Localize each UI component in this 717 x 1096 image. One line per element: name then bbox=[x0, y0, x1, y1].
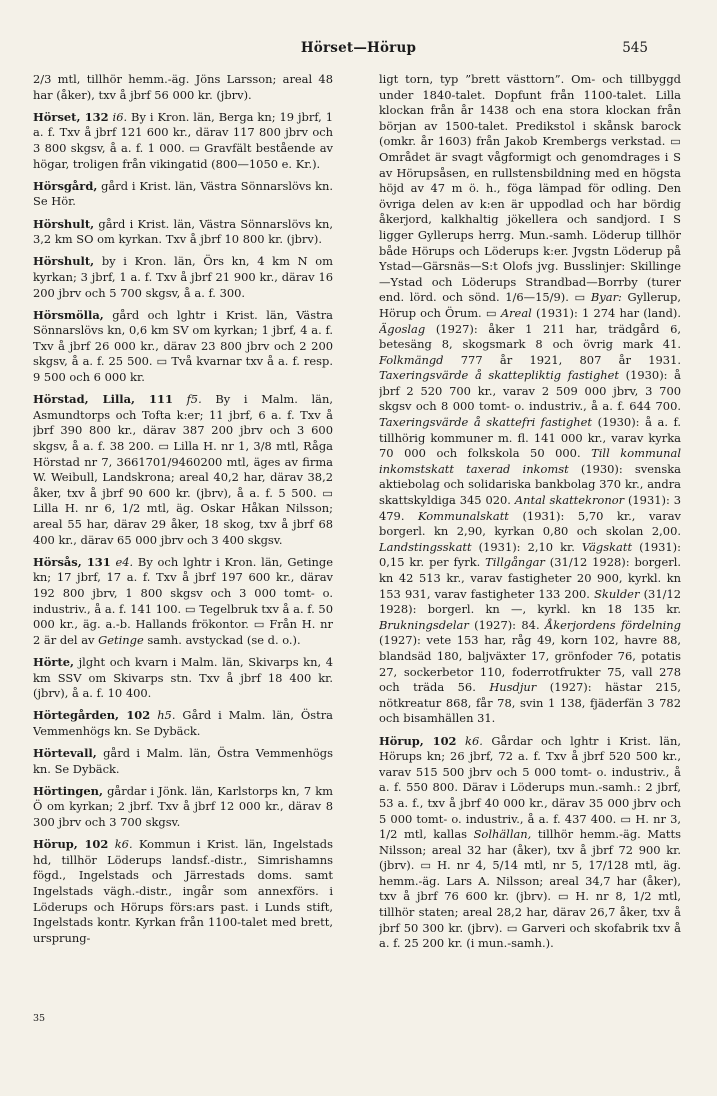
entry-text: gård och lghtr i Krist. län, Västra Sönnarslövs kn, 0,6 km SV om kyrkan; 1 jbrf, 4 a. f. Txv å jbrf 26 000 kr., därav 23 800 jbrv och 2 200 skgsv, å a. f. 25 500. ▭ Två kvarnar txv å a. f. resp. 9 500 och 6 000 kr. bbox=[33, 307, 333, 385]
italic-text: Byar: bbox=[590, 290, 622, 305]
entry-text: By och lghtr i Kron. län, Getinge kn; 17 jbrf, 17 a. f. Txv å jbrf 197 600 kr., därav 192 800 jbrv, 1 800 skgsv och 3 000 tomt- o. industriv., å a. f. 141 100. ▭ Tegelbruk txv å a. f. 50 000 kr., äg. a.-b. Hallands frökontor. ▭ Från H. nr 2 är del av bbox=[33, 554, 333, 647]
entry-paragraph bbox=[33, 555, 333, 649]
entry-text: 2/3 mtl, tillhör hemm.-äg. Jöns Larsson; areal 48 har (åker), txv å jbrf 56 000 kr. (jbrv). bbox=[33, 72, 333, 102]
entry-text: Gård i Malm. län, Östra Vemmenhögs kn. Se Dybäck. bbox=[33, 708, 333, 738]
entry-headword: Hörtegården, 102 bbox=[33, 708, 151, 723]
entry-paragraph bbox=[379, 72, 681, 727]
entry-paragraph bbox=[33, 110, 333, 172]
italic-text: Husdjur bbox=[489, 680, 537, 695]
italic-text: k6. bbox=[465, 733, 483, 748]
entry-headword: Hörtingen, bbox=[33, 783, 103, 798]
entry-headword: Hörsås, 131 bbox=[33, 554, 111, 569]
italic-text: e4. bbox=[115, 554, 134, 569]
entry-text: gård i Malm. län, Östra Vemmenhögs kn. Se Dybäck. bbox=[33, 746, 333, 776]
italic-text: Taxeringsvärde å skattefri fastighet bbox=[379, 415, 593, 430]
entry-text: Gårdar och lghtr i Krist. län, Hörups kn; 26 jbrf, 72 a. f. Txv å jbrf 520 500 kr., varav 515 500 jbrv och 5 000 tomt- o. industriv., å a. f. 550 800. Därav i Löderups mun.-samh.: 2 jbrf, 53 a. f., txv å jbrf 40 000 kr., därav 35 000 jbrv och 5 000 tomt- o. industriv., å a. f. 437 400. ▭ H. nr 3, 1/2 mtl, kallas bbox=[379, 733, 681, 842]
italic-text: Antal skattekronor bbox=[514, 493, 625, 508]
entry-text: Kommun i Krist. län, Ingelstads hd, tillhör Löderups landsf.-distr., Simrishamns fögd., Ingelstads och Järrestads doms. samt Ingelstads vägh.-distr., ingår som annexförs. i Löderups och Hörups förs:ars past. i Lunds stift, Ingelstads kontr. Kyrkan från 1100-talet med brett, ursprung- bbox=[33, 837, 333, 945]
entry-text: (1931): 3 479. bbox=[379, 493, 681, 523]
italic-text: Areal bbox=[500, 305, 532, 320]
italic-text: Till kommunal inkomstskatt taxerad inkomst bbox=[379, 446, 681, 476]
entry-text: Gyllerup, Hörup och Örum. ▭ bbox=[379, 290, 681, 320]
italic-text: Kommunalskatt bbox=[418, 508, 509, 523]
italic-text: Getinge bbox=[98, 632, 144, 647]
entry-text: (1930): å jbrf 2 520 700 kr., varav 2 509 000 jbrv, 3 700 skgsv och 8 000 tomt- o. industriv., å a. f. 644 700. bbox=[379, 368, 681, 414]
italic-text: Tillgångar bbox=[485, 555, 545, 570]
entry-text: By i Malm. län, Asmundtorps och Tofta k:er; 11 jbrf, 6 a. f. Txv å jbrf 390 800 kr., därav 387 200 jbrv och 3 600 skgsv, å a. f. 38 200. ▭ Lilla H. nr 1, 3/8 mtl, Råga Hörstad nr 7, 3661701/9460200 mtl, äges av firma W. Weibull, Landskrona; areal 40,2 har, därav 38,2 åker, txv å jbrf 90 600 kr. (jbrv), å a. f. 5 500. ▭ Lilla H. nr 6, 1/2 mtl, äg. Oskar Håkan Nilsson; areal 55 har, därav 29 åker, 18 skog, txv å jbrf 68 400 kr., därav 65 000 jbrv och 3 400 skgsv. bbox=[33, 392, 333, 547]
running-header bbox=[0, 38, 717, 60]
entry-text: (1930): å a. f. tillhörig kommuner m. fl. 141 000 kr., varav kyrka 70 000 och folkskola 50 000. bbox=[379, 415, 681, 461]
entry-headword: Hörup, 102 bbox=[379, 733, 457, 748]
italic-text: Solhällan, bbox=[473, 827, 532, 842]
right-column bbox=[379, 72, 681, 1018]
entry-headword: Hörtevall, bbox=[33, 746, 97, 761]
entry-text: samh. avstyckad (se d. o.). bbox=[143, 632, 301, 647]
entry-text: 777 år 1921, 807 år 1931. bbox=[443, 352, 681, 367]
italic-text: i6. bbox=[112, 109, 128, 124]
italic-text: Landstingsskatt bbox=[379, 539, 472, 554]
entry-text: ligt torn, typ ”brett västtorn”. Om- och tillbyggd under 1840-talet. Dopfunt från 1100-talet. Lilla klockan från år 1438 och ena stora klockan från början av 1500-talet. Predikstol i skånsk barock (omkr. år 1603) från Jakob Krembergs verkstad. ▭ Området är svagt vågformigt och genomdrages i S av Hörupsåsen, en rullstensbildning med en högsta höjd av 47 m ö. h., föga lämpad för odling. Den övriga delen av k:en är uppodlad och har bördig åkerjord, kalkhaltig jökellera och sandjord. I S ligger Gyllerups herrg. Mun.-samh. Löderup tillhör både Hörups och Löderups k:er. Jvgstn Löderup på Ystad—Gärsnäs—S:t Olofs jvg. Busslinjer: Skillinge—Ystad och Löderups Strandbad—Borrby (turer end. lörd. och sönd. 1/6—15/9). ▭ bbox=[379, 72, 681, 305]
entry-paragraph bbox=[33, 837, 333, 946]
italic-text: Ägoslag bbox=[379, 321, 426, 336]
entry-headword: Hörsmölla, bbox=[33, 307, 104, 322]
entry-text bbox=[173, 392, 187, 406]
italic-text: Folkmängd bbox=[379, 352, 444, 367]
entry-paragraph bbox=[33, 784, 333, 831]
entry-text: (1927): hästar 215, nötkreatur 868, får 78, svin 1 138, fjäderfän 3 782 och bisamhällen 31. bbox=[379, 680, 681, 726]
italic-text: f5. bbox=[186, 392, 202, 407]
entry-text: tillhör hemm.-äg. Matts Nilsson; areal 32 har (åker), txv å jbrf 72 900 kr. (jbrv). ▭ H. nr 4, 5/14 mtl, nr 5, 17/128 mtl, äg. hemm.-äg. Lars A. Nilsson; areal 34,7 har (åker), txv å jbrf 76 600 kr. (jbrv). ▭ H. nr 8, 1/2 mtl, tillhör staten; areal 28,2 har, därav 26,7 åker, txv å jbrf 50 300 kr. (jbrv). ▭ Garveri och skofabrik txv å a. f. 25 200 kr. (i mun.-samh.). bbox=[379, 827, 681, 951]
entry-text: By i Kron. län, Berga kn; 19 jbrf, 1 a. f. Txv å jbrf 121 600 kr., därav 117 800 jbrv och 3 800 skgsv, å a. f. 1 000. ▭ Gravfält bestående av högar, troligen från vikingatid (800—1050 e. Kr.). bbox=[33, 109, 333, 171]
entry-text: gård i Krist. län, Västra Sönnarslövs kn, 3,2 km SO om kyrkan. Txv å jbrf 10 800 kr. (jbrv). bbox=[33, 216, 333, 247]
italic-text: k6. bbox=[114, 837, 133, 852]
entry-headword: Hörsgård, bbox=[33, 178, 98, 193]
entry-text: by i Kron. län, Örs kn, 4 km N om kyrkan; 3 jbrf, 1 a. f. Txv å jbrf 21 900 kr., därav 16 200 jbrv och 5 700 skgsv, å a. f. 300. bbox=[33, 254, 333, 300]
entry-paragraph bbox=[379, 734, 681, 952]
entry-text: (31/12 1928): borgerl. kn 42 513 kr., varav fastigheter 20 900, kyrkl. kn 153 931, varav fastigheter 133 200. bbox=[379, 555, 681, 601]
entry-paragraph bbox=[33, 746, 333, 777]
printer-signature: 35 bbox=[33, 1013, 46, 1024]
entry-text: gård i Krist. län, Västra Sönnarslövs kn. Se Hör. bbox=[33, 178, 333, 209]
entry-paragraph bbox=[33, 72, 333, 103]
entry-headword: Hörte, bbox=[33, 654, 75, 669]
page-number: 545 bbox=[622, 40, 648, 56]
entry-text: (1931): 0,15 kr. per fyrk. bbox=[379, 539, 681, 570]
left-column bbox=[33, 72, 333, 1018]
italic-text: Taxeringsvärde å skattepliktig fastighet bbox=[379, 368, 619, 383]
entry-headword: Hörstad, Lilla, 111 bbox=[33, 392, 173, 407]
entry-text: (31/12 1928): borgerl. kn —, kyrkl. kn 18 135 kr. bbox=[379, 586, 681, 617]
entry-paragraph bbox=[33, 254, 333, 301]
entry-paragraph bbox=[33, 655, 333, 702]
entry-headword: Hörshult, bbox=[33, 216, 95, 231]
entry-text: gårdar i Jönk. län, Karlstorps kn, 7 km Ö om kyrkan; 2 jbrf. Txv å jbrf 12 000 kr., därav 8 300 jbrv och 3 700 skgsv. bbox=[33, 783, 333, 830]
entry-text: (1927): 84. bbox=[468, 617, 545, 632]
italic-text: Åkerjordens fördelning bbox=[544, 617, 681, 632]
entry-paragraph bbox=[33, 179, 333, 210]
italic-text: h5. bbox=[157, 708, 176, 723]
entry-text: (1927): åker 1 211 har, trädgård 6, betesäng 8, skogsmark 8 och övrig mark 41. bbox=[379, 321, 681, 352]
entry-text: jlght och kvarn i Malm. län, Skivarps kn, 4 km SSV om Skivarps stn. Txv å jbrf 18 400 kr. (jbrv), å a. f. 10 400. bbox=[33, 654, 333, 701]
entry-headword: Hörup, 102 bbox=[33, 837, 109, 852]
entry-text: (1931): 1 274 har (land). bbox=[531, 305, 681, 320]
entry-paragraph bbox=[33, 708, 333, 739]
italic-text: Vägskatt bbox=[581, 539, 633, 554]
entry-text: (1931): 5,70 kr., varav borgerl. kn 2,90, kyrkan 0,80 och skolan 2,00. bbox=[379, 508, 681, 539]
entry-text: (1930): svenska aktiebolag och solidariska bankbolag 370 kr., andra skattskyldiga 345 020. bbox=[379, 461, 681, 508]
entry-paragraph bbox=[33, 217, 333, 248]
entry-text bbox=[457, 734, 466, 748]
entry-text: (1931): 2,10 kr. bbox=[471, 539, 582, 554]
entry-paragraph bbox=[33, 392, 333, 548]
italic-text: Skulder bbox=[594, 586, 640, 601]
entry-paragraph bbox=[33, 308, 333, 386]
entry-headword: Hörshult, bbox=[33, 254, 95, 269]
entry-headword: Hörset, 132 bbox=[33, 109, 109, 124]
entry-text: (1927): vete 153 har, råg 49, korn 102, havre 88, blandsäd 180, baljväxter 17, grönfoder 76, potatis 27, sockerbetor 110, foderrotfrukter 75, vall 278 och träda 56. bbox=[379, 633, 681, 695]
italic-text: Brukningsdelar bbox=[379, 617, 469, 632]
header-title: Hörset—Hörup bbox=[300, 40, 417, 56]
